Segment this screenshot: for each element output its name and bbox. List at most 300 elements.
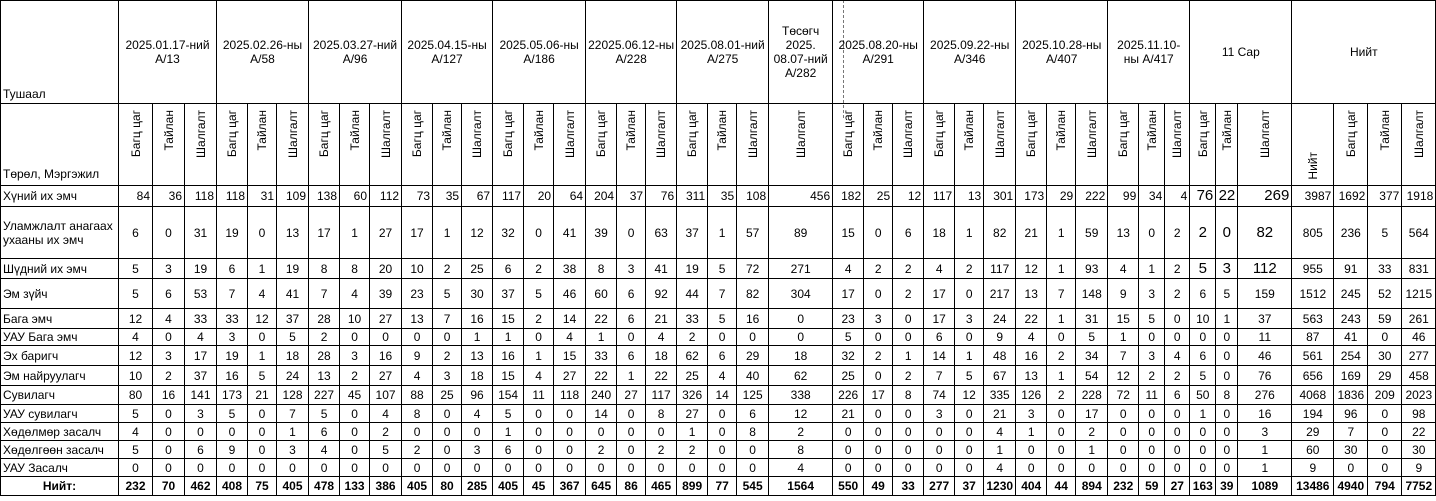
table-cell: 22 — [586, 366, 617, 386]
table-cell: 0 — [646, 423, 677, 441]
column-subheader-text: Шалгалт — [901, 110, 916, 158]
table-cell: 10 — [119, 366, 153, 386]
table-cell: 2 — [677, 329, 708, 346]
table-cell: 0 — [955, 441, 984, 459]
table-cell: 6 — [1190, 279, 1216, 309]
total-cell: 80 — [433, 477, 462, 496]
table-cell: 5 — [1076, 329, 1108, 346]
table-cell: 128 — [277, 386, 309, 405]
column-subheader — [1190, 104, 1216, 186]
row-label: Хөдөлгөөн засалч — [1, 441, 119, 459]
table-cell: 2 — [1165, 279, 1190, 309]
table-cell: 8 — [737, 423, 769, 441]
column-subheader — [340, 104, 370, 186]
table-cell: 14 — [554, 309, 586, 329]
table-cell: 16 — [493, 346, 524, 366]
total-cell: 77 — [708, 477, 737, 496]
table-cell: 0 — [708, 405, 737, 423]
column-subheader-text: Тайлан — [962, 110, 977, 151]
table-cell: 5 — [493, 405, 524, 423]
table-cell: 19 — [217, 207, 248, 259]
table-cell: 33 — [185, 309, 217, 329]
table-cell: 21 — [646, 309, 677, 329]
table-cell: 0 — [524, 459, 554, 477]
table-cell: 0 — [1216, 423, 1238, 441]
order-header: 2025.09.22-ны А/346 — [924, 1, 1016, 104]
total-cell: 7752 — [1402, 477, 1436, 496]
table-cell: 4 — [554, 329, 586, 346]
table-cell: 63 — [646, 207, 677, 259]
table-cell: 1 — [493, 329, 524, 346]
table-cell: 2 — [864, 346, 893, 366]
table-cell: 4 — [309, 441, 340, 459]
table-cell: 0 — [1139, 459, 1165, 477]
table-cell: 4 — [708, 366, 737, 386]
table-cell: 0 — [1139, 207, 1165, 259]
table-cell: 0 — [1190, 423, 1216, 441]
table-cell: 30 — [1334, 441, 1368, 459]
table-row — [1, 441, 1436, 459]
table-cell: 1 — [677, 423, 708, 441]
table-cell: 7 — [1047, 279, 1076, 309]
table-cell: 25 — [833, 366, 864, 386]
table-cell: 0 — [370, 329, 402, 346]
column-subheader-text: Тайлан — [1054, 110, 1069, 151]
table-cell: 1836 — [1334, 386, 1368, 405]
table-cell: 2 — [769, 423, 833, 441]
table-cell: 0 — [554, 423, 586, 441]
table-cell: 16 — [737, 309, 769, 329]
table-cell: 0 — [864, 207, 893, 259]
table-cell: 5 — [277, 329, 309, 346]
table-cell: 2 — [1165, 366, 1190, 386]
table-cell: 109 — [277, 186, 309, 207]
table-cell: 227 — [309, 386, 340, 405]
table-cell: 6 — [309, 423, 340, 441]
column-subheader — [984, 104, 1016, 186]
column-subheader — [185, 104, 217, 186]
table-cell: 5 — [370, 441, 402, 459]
table-cell: 0 — [248, 441, 277, 459]
table-cell: 2 — [1076, 423, 1108, 441]
table-cell: 169 — [1334, 366, 1368, 386]
table-cell: 12 — [955, 386, 984, 405]
column-subheader-text: Шалгалт — [654, 110, 669, 158]
table-cell: 89 — [769, 207, 833, 259]
table-cell: 6 — [617, 309, 646, 329]
table-cell: 276 — [1238, 386, 1292, 405]
column-subheader — [955, 104, 984, 186]
table-cell: 1 — [1047, 259, 1076, 279]
table-cell: 2 — [893, 259, 924, 279]
total-cell: 133 — [340, 477, 370, 496]
table-cell: 2 — [586, 441, 617, 459]
table-cell: 23 — [833, 309, 864, 329]
table-cell: 3 — [433, 366, 462, 386]
column-subheader — [433, 104, 462, 186]
table-cell: 3 — [1238, 423, 1292, 441]
table-cell: 112 — [1238, 259, 1292, 279]
table-cell: 37 — [185, 366, 217, 386]
column-subheader — [402, 104, 433, 186]
table-cell: 0 — [893, 441, 924, 459]
table-cell: 5 — [119, 279, 153, 309]
column-subheader — [677, 104, 708, 186]
table-cell: 2 — [955, 259, 984, 279]
table-cell: 82 — [984, 207, 1016, 259]
table-cell: 0 — [893, 329, 924, 346]
table-cell: 8 — [646, 405, 677, 423]
table-cell: 0 — [462, 423, 493, 441]
table-cell: 0 — [1216, 405, 1238, 423]
table-cell: 6 — [924, 329, 955, 346]
table-cell: 2 — [864, 259, 893, 279]
order-header: 2025.08.20-ны А/291 — [833, 1, 924, 104]
corner-order-label: Тушаал — [1, 1, 119, 104]
table-cell: 1 — [586, 329, 617, 346]
table-cell: 0 — [1016, 441, 1047, 459]
table-cell: 5 — [248, 366, 277, 386]
column-subheader-text: Шалгалт — [992, 110, 1007, 158]
table-cell: 15 — [833, 207, 864, 259]
table-cell: 5 — [524, 279, 554, 309]
table-cell: 0 — [119, 459, 153, 477]
column-subheader-text: Тайлан — [715, 110, 730, 151]
table-cell: 14 — [924, 346, 955, 366]
column-subheader-text: Шалгалт — [285, 110, 300, 158]
total-cell: 408 — [217, 477, 248, 496]
table-cell: 16 — [1016, 346, 1047, 366]
table-cell: 30 — [1402, 441, 1436, 459]
table-cell: 2023 — [1402, 386, 1436, 405]
table-cell: 0 — [864, 459, 893, 477]
table-cell: 27 — [370, 366, 402, 386]
table-cell: 15 — [1108, 309, 1139, 329]
table-cell: 82 — [1238, 207, 1292, 259]
table-cell: 32 — [493, 207, 524, 259]
table-cell: 4 — [984, 459, 1016, 477]
table-cell: 5 — [1190, 259, 1216, 279]
column-subheader — [617, 104, 646, 186]
table-cell: 4 — [984, 423, 1016, 441]
column-subheader — [217, 104, 248, 186]
table-cell: 7 — [217, 279, 248, 309]
table-cell: 2 — [677, 441, 708, 459]
table-cell: 7 — [433, 309, 462, 329]
total-cell: 277 — [924, 477, 955, 496]
table-cell: 76 — [646, 186, 677, 207]
table-cell: 0 — [708, 441, 737, 459]
table-cell: 39 — [370, 279, 402, 309]
table-cell: 33 — [217, 309, 248, 329]
table-cell: 5 — [708, 259, 737, 279]
table-cell: 35 — [708, 186, 737, 207]
table-cell: 0 — [864, 366, 893, 386]
table-cell: 19 — [185, 259, 217, 279]
table-cell: 2 — [1139, 366, 1165, 386]
table-cell: 563 — [1292, 309, 1334, 329]
table-cell: 15 — [493, 309, 524, 329]
column-subheader — [1108, 104, 1139, 186]
order-header: 2025.08.01-ний А/275 — [677, 1, 769, 104]
table-cell: 6 — [1190, 346, 1216, 366]
order-header: 2025.05.06-ны А/186 — [493, 1, 586, 104]
table-cell: 82 — [737, 279, 769, 309]
table-cell: 2 — [340, 366, 370, 386]
column-subheader-text: Тайлан — [871, 110, 886, 151]
table-cell: 0 — [433, 459, 462, 477]
table-cell: 271 — [769, 259, 833, 279]
table-cell: 1 — [893, 346, 924, 366]
table-cell: 7 — [277, 405, 309, 423]
table-cell: 72 — [1108, 386, 1139, 405]
table-cell: 0 — [1139, 329, 1165, 346]
table-cell: 1 — [1047, 309, 1076, 329]
total-cell: 75 — [248, 477, 277, 496]
order-header: 22025.06.12-ны А/228 — [586, 1, 677, 104]
table-cell: 21 — [248, 386, 277, 405]
column-subheader — [554, 104, 586, 186]
table-cell: 3 — [462, 441, 493, 459]
table-cell: 62 — [769, 366, 833, 386]
table-cell: 30 — [1368, 346, 1402, 366]
column-subheader — [646, 104, 677, 186]
table-cell: 2 — [1165, 207, 1190, 259]
table-cell: 1 — [1076, 441, 1108, 459]
table-cell: 194 — [1292, 405, 1334, 423]
table-cell: 3 — [1139, 346, 1165, 366]
table-cell: 0 — [524, 329, 554, 346]
table-cell: 0 — [737, 329, 769, 346]
table-cell: 0 — [433, 405, 462, 423]
table-cell: 3987 — [1292, 186, 1334, 207]
table-cell: 0 — [586, 459, 617, 477]
table-cell: 118 — [185, 186, 217, 207]
table-cell: 9 — [1402, 459, 1436, 477]
total-cell: 550 — [833, 477, 864, 496]
table-cell: 0 — [1368, 459, 1402, 477]
table-cell: 32 — [833, 346, 864, 366]
table-cell: 37 — [617, 186, 646, 207]
table-cell: 0 — [309, 459, 340, 477]
row-label: Бага эмч — [1, 309, 119, 329]
table-cell: 0 — [248, 207, 277, 259]
table-cell: 2 — [893, 366, 924, 386]
table-cell: 222 — [1076, 186, 1108, 207]
table-cell: 254 — [1334, 346, 1368, 366]
order-header: 2025.02.26-ны А/58 — [217, 1, 309, 104]
table-cell: 6 — [1165, 386, 1190, 405]
table-cell: 209 — [1368, 386, 1402, 405]
table-cell: 0 — [1047, 423, 1076, 441]
table-cell: 0 — [1190, 459, 1216, 477]
table-cell: 564 — [1402, 207, 1436, 259]
table-cell: 6 — [617, 279, 646, 309]
total-cell: 367 — [554, 477, 586, 496]
table-cell: 8 — [1216, 386, 1238, 405]
table-cell: 0 — [217, 423, 248, 441]
table-cell: 0 — [462, 459, 493, 477]
table-cell: 29 — [737, 346, 769, 366]
column-subheader — [462, 104, 493, 186]
table-cell: 117 — [646, 386, 677, 405]
table-cell: 0 — [153, 207, 185, 259]
table-cell: 377 — [1368, 186, 1402, 207]
subheader-row — [1, 104, 1436, 186]
table-cell: 0 — [1368, 329, 1402, 346]
table-cell: 0 — [617, 329, 646, 346]
table-cell: 182 — [833, 186, 864, 207]
table-row — [1, 405, 1436, 423]
table-cell: 0 — [708, 329, 737, 346]
table-cell: 27 — [370, 309, 402, 329]
table-cell: 9 — [402, 346, 433, 366]
table-cell: 0 — [248, 329, 277, 346]
table-cell: 0 — [864, 405, 893, 423]
table-cell: 41 — [277, 279, 309, 309]
table-cell: 9 — [1108, 279, 1139, 309]
table-cell: 1 — [340, 207, 370, 259]
order-header: 2025.11.10-ны А/417 — [1108, 1, 1190, 104]
table-cell: 5 — [217, 405, 248, 423]
table-cell: 138 — [309, 186, 340, 207]
table-cell: 117 — [924, 186, 955, 207]
table-cell: 36 — [153, 186, 185, 207]
column-subheader-text: Тайлан — [161, 110, 176, 151]
table-cell: 60 — [1292, 441, 1334, 459]
table-cell: 0 — [955, 405, 984, 423]
table-cell: 0 — [617, 405, 646, 423]
table-cell: 0 — [524, 423, 554, 441]
table-cell: 0 — [955, 423, 984, 441]
column-subheader-text: Тайлан — [255, 110, 270, 151]
table-cell: 4068 — [1292, 386, 1334, 405]
table-cell: 4 — [119, 329, 153, 346]
table-cell: 656 — [1292, 366, 1334, 386]
table-cell: 1 — [248, 346, 277, 366]
table-cell: 37 — [1238, 309, 1292, 329]
table-cell: 0 — [833, 423, 864, 441]
total-cell: 1230 — [984, 477, 1016, 496]
table-cell: 39 — [586, 207, 617, 259]
table-cell: 0 — [248, 405, 277, 423]
table-cell: 12 — [769, 405, 833, 423]
table-cell: 20 — [524, 186, 554, 207]
table-cell: 1215 — [1402, 279, 1436, 309]
column-subheader-text: Тайлан — [1144, 110, 1159, 151]
table-cell: 0 — [924, 441, 955, 459]
table-cell: 0 — [955, 279, 984, 309]
table-cell: 3 — [955, 309, 984, 329]
table-cell: 1 — [524, 346, 554, 366]
table-cell: 13 — [955, 186, 984, 207]
total-cell: 1564 — [769, 477, 833, 496]
total-cell: 462 — [185, 477, 217, 496]
table-cell: 1 — [1216, 309, 1238, 329]
column-subheader — [1165, 104, 1190, 186]
table-cell: 112 — [370, 186, 402, 207]
table-cell: 16 — [217, 366, 248, 386]
table-cell: 2 — [433, 259, 462, 279]
table-cell: 0 — [153, 423, 185, 441]
table-cell: 4 — [340, 279, 370, 309]
table-cell: 0 — [769, 309, 833, 329]
total-cell: 645 — [586, 477, 617, 496]
table-cell: 27 — [617, 386, 646, 405]
table-cell: 0 — [893, 309, 924, 329]
table-cell: 41 — [1334, 329, 1368, 346]
column-subheader-text: Багц цаг — [1195, 110, 1210, 158]
table-cell: 2 — [1165, 259, 1190, 279]
table-cell: 805 — [1292, 207, 1334, 259]
column-subheader — [153, 104, 185, 186]
table-cell: 0 — [1216, 329, 1238, 346]
table-cell: 54 — [1076, 366, 1108, 386]
table-cell: 41 — [554, 207, 586, 259]
column-subheader-text: Шалгалт — [470, 110, 485, 158]
table-cell: 18 — [462, 366, 493, 386]
total-cell: 794 — [1368, 477, 1402, 496]
table-cell: 22 — [586, 309, 617, 329]
column-subheader — [1047, 104, 1076, 186]
order-header: Төсөгч 2025. 08.07-ний А/282 — [769, 1, 833, 104]
column-subheader-text: Багц цаг — [410, 110, 425, 158]
table-cell: 46 — [554, 279, 586, 309]
column-subheader-text: Тайлан — [624, 110, 639, 151]
table-cell: 0 — [1165, 423, 1190, 441]
column-subheader — [769, 104, 833, 186]
table-cell: 67 — [462, 186, 493, 207]
total-cell: 386 — [370, 477, 402, 496]
table-cell: 10 — [340, 309, 370, 329]
table-cell: 99 — [1108, 186, 1139, 207]
column-subheader-text: Шалгалт — [562, 110, 577, 158]
table-cell: 0 — [1165, 309, 1190, 329]
row-label: Эх баригч — [1, 346, 119, 366]
table-cell: 117 — [984, 259, 1016, 279]
table-cell: 5 — [1190, 366, 1216, 386]
table-cell: 18 — [769, 346, 833, 366]
table-cell: 338 — [769, 386, 833, 405]
table-cell: 17 — [402, 207, 433, 259]
table-cell: 31 — [248, 186, 277, 207]
table-cell: 0 — [955, 329, 984, 346]
table-cell: 4 — [769, 459, 833, 477]
table-cell: 25 — [462, 259, 493, 279]
table-cell: 228 — [1076, 386, 1108, 405]
table-cell: 3 — [185, 405, 217, 423]
table-cell: 1 — [1016, 423, 1047, 441]
table-cell: 67 — [984, 366, 1016, 386]
table-cell: 0 — [1216, 366, 1238, 386]
table-cell: 10 — [1190, 309, 1216, 329]
table-cell: 217 — [984, 279, 1016, 309]
table-cell: 0 — [185, 459, 217, 477]
table-cell: 16 — [153, 386, 185, 405]
table-cell: 12 — [1108, 366, 1139, 386]
table-cell: 141 — [185, 386, 217, 405]
table-cell: 9 — [984, 329, 1016, 346]
table-cell: 0 — [646, 459, 677, 477]
table-cell: 0 — [153, 329, 185, 346]
table-cell: 0 — [893, 423, 924, 441]
table-cell: 126 — [1016, 386, 1047, 405]
table-cell: 7 — [924, 366, 955, 386]
table-cell: 4 — [1108, 259, 1139, 279]
table-cell: 96 — [462, 386, 493, 405]
table-cell: 0 — [433, 441, 462, 459]
table-cell: 4 — [462, 405, 493, 423]
